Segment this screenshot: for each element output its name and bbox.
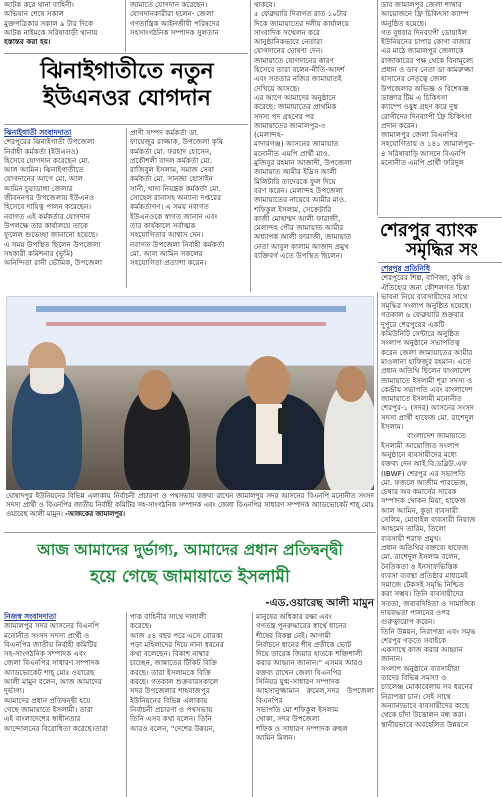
text-line: সমাজে টেকসই সমৃদ্ধি নিশ্চিত	[381, 580, 464, 590]
text-line: দিয়ে তারেক জিয়ার হাতকে শক্তিশালী	[256, 649, 363, 659]
text-line: সানী, খাদ্য নিয়ন্ত্রক কর্মকর্তা মো.	[130, 183, 221, 193]
text-line: করেছে।	[130, 621, 152, 631]
text-line: মো. আল আমিন সকলের	[130, 248, 203, 258]
text-line: ৪ সরিষাবাড়ি আসনে বিএনপি	[381, 148, 466, 158]
campaign-photo	[6, 296, 374, 490]
text-line: কর্মকর্তা মো. ফরহাদ হোসেন,	[130, 146, 212, 156]
text-line: দেখিয়ে আসছে।	[254, 83, 300, 93]
text-line: আজ ৫৪ বছর পরে এসে বোরকা	[130, 630, 223, 640]
text-line: প্রধান ও ডাব নেতা ডা কামরুজ্জা	[381, 65, 474, 75]
text-line: মিলিটারি তাদেরকে ফুল দিয়ে	[254, 176, 336, 186]
text-line: তিনি উন্নয়ন, নিরাপত্তা এবং সমৃদ্ধ	[381, 626, 476, 636]
text-line: প্রকৌশলী বাদল কর্মকর্তা মো.	[130, 155, 212, 165]
text-line: হাসানের নেতৃত্বে জেলা	[381, 74, 447, 84]
top-left-line: মুক্তপত্রিকার সকাল ৯ টার দিকে	[4, 18, 93, 28]
text-line: নির্বাহী কর্মকর্তা (ইউএনও)	[4, 146, 79, 156]
text-line: গণতন্ত্র পুনরুদ্ধারের স্বার্থে ধানের	[256, 621, 347, 631]
text-line: গেছে জামায়াতে ইসলামী। তারা	[4, 704, 93, 714]
text-line: সমৃদ্ধির সংলাপ অনুষ্ঠিত হয়েছে।	[381, 301, 472, 311]
text-line: তিনি এসব কথা বলেন। তিনি	[130, 714, 212, 724]
text-line: করেছে: জামায়াতের প্রাথমিক	[254, 102, 337, 112]
text-line: ক্যাম্পে ওষুধ গ্রহণ করে দুস্থ	[381, 102, 458, 112]
byline: শেরপুর প্রতিনিধি	[381, 264, 431, 273]
text-line: দুপুরে শেরপুরের একটি	[381, 319, 445, 329]
headline-sherpur-line2: সমৃদ্ধির সং	[406, 240, 478, 260]
text-line: এই বাংলাদেশের স্বাধীনতার	[4, 714, 81, 724]
text-line: শফিক ও সাধারণ সম্পাদক রুহুল	[256, 723, 348, 733]
text-line: বিএনপির জাতীয় নির্বাহী কমিটির	[4, 639, 98, 649]
column-divider	[252, 612, 253, 797]
text-line: পাক বাহিনীর সাথে দালালী	[130, 612, 207, 621]
text-line: কর্মকর্তাগণ। এ সময় নবাগত	[130, 202, 209, 212]
text-line: করেন জেলা জামায়াতের আমীর	[381, 347, 473, 357]
text-line: জামায়াত আমীর ইদ্রিস আলী	[254, 167, 337, 177]
text-line: আনুষ্ঠানিকভাবে নেতারা	[254, 37, 323, 47]
column-divider	[125, 0, 126, 52]
text-line: কাজী মোহাম্মদ আলী ফারাজী,	[254, 213, 341, 223]
text-line: জামায়াতের জামালপুর-৩	[254, 120, 326, 130]
text-line: গতকাল ৬ ফেব্রুয়ারি শুক্রবার	[381, 310, 464, 320]
text-line: ইসলাম।	[381, 422, 404, 432]
text-line: জেলা বিএনপির সাধারণ সম্পাদক	[4, 658, 100, 668]
text-line: বক্তব্য দেন আই.বি.ডব্লিউ.এফ	[381, 459, 467, 469]
text-line: নবাগত উপজেলা নির্বাহী কর্মকর্তা	[130, 239, 225, 249]
column-divider	[377, 292, 378, 797]
text-line: দায়বদ্ধতা পালনের ওপর	[381, 607, 450, 617]
text-line: আমিন মিলন।	[256, 732, 296, 742]
text-line: শেরপুরের শিল্প, বাণিজ্য, কৃষি ও	[381, 273, 471, 283]
story-new-uno-col1	[4, 128, 124, 288]
text-line: সেলিম, মোবাইল ব্যবসায়ী নিয়াজ	[381, 515, 476, 525]
text-line: নবাগত এই কর্মকর্তার যোগদান	[4, 211, 91, 221]
text-line: যোগদানের আগে মো. আল	[4, 174, 83, 184]
right-article-tail	[381, 0, 500, 215]
text-line: স্থানীয়ভাবে অবহেলিত উন্নয়নে	[381, 719, 469, 729]
text-line: অন্যান্যভাবে ব্যবসায়ীদের কাছে	[381, 700, 470, 710]
text-line: হিসেবে দায়িত্ব পালন করেছেন।	[4, 202, 92, 212]
text-line: ৫ ফেব্রুয়ারি দিবাগত রাত ১০টার	[254, 9, 348, 19]
text-line: শেরপুরের ঝিনাইগাতী উপজেলা	[4, 137, 95, 147]
text-line: ডাক্তার টিম এ চিকিৎসা	[381, 92, 448, 102]
text-line: বরণ করেন। মেলান্দহ উপজেলা	[254, 185, 344, 195]
person-speaker-head	[246, 356, 290, 408]
text-line: রাজিবুল ইসলাম, সমাজ সেবা	[130, 165, 214, 175]
top-mid-article-tail	[130, 0, 248, 52]
text-line: হিসেবে যোগদান করেছেন মো.	[4, 155, 90, 165]
text-line: প্রধান অতিথি ছিলেন বাংলাদেশ	[381, 366, 471, 376]
column-divider	[126, 612, 127, 797]
text-line: গুরুত্বারোপ করেন।	[381, 617, 435, 627]
text-line: আরও বলেন, "দেশের উন্নয়ন,	[130, 723, 215, 733]
text-line: চেম্বার অব কমার্সের সাবেক	[381, 487, 457, 497]
text-line: মাওলানা হাফিজুর রহমান। এতে	[381, 356, 472, 366]
top-left-line: আটক নাইমকে সরিষাবাড়ী থানায়	[4, 27, 98, 37]
headline-new-uno: ঝিনাইগাতীতে নতুন ইউএনওর যোগদান	[40, 59, 214, 111]
top-mid-line: যোগদানকারীরা হলেন- জেলা	[130, 9, 214, 19]
horizontal-divider	[378, 217, 502, 218]
column-divider	[126, 128, 127, 288]
text-line: সহ-সাংগঠনিক সম্পাদক এবং	[4, 649, 87, 659]
text-line: নির্বাচনে ধানের শীষ প্রতীকে ভোট	[256, 639, 352, 649]
text-line: আন্দোলনের বিরোধিতা করেছে।তারা	[4, 723, 108, 733]
text-line: সহকারী কমিশনার (ভূমি)	[4, 248, 73, 258]
horizontal-divider	[4, 532, 376, 533]
text-line: দিকে জামায়াতের দলীয় কার্যালয়ে	[254, 18, 349, 28]
text-line: ব্যবসা ব্যবস্থা প্রতিষ্ঠার মাধ্যমেই	[381, 570, 469, 580]
photo-caption	[6, 492, 374, 530]
banner-stripe	[46, 322, 326, 326]
text-line: পড়া মহিলাদের দিয়ে নানা ধরনের	[130, 639, 224, 649]
column-divider	[250, 0, 251, 292]
text-line: নির্বাচনী প্রচারণা ও পথসভায়	[130, 704, 213, 714]
story-sherpur	[381, 264, 500, 797]
text-line: সংলাপ অনুষ্ঠানে সভাপতিত্ব	[381, 338, 460, 348]
text-line: অনিন্দিতা রানী ভৌমিক, উপজেলা	[4, 258, 103, 268]
text-line: সদস্য পদ গ্রহণের পর	[254, 111, 315, 121]
byline: নিজস্ব সংবাদদাতা	[4, 612, 57, 621]
headline-sherpur-line1: শেরপুর ব্যাংক	[380, 220, 478, 241]
text-line: মেলান্দহ পৌর জামায়াত আমীর	[254, 223, 344, 233]
text-line: নিরাপত্তা চান। সেই সাথে	[381, 691, 451, 701]
text-line: সম্পাদক খোকন মিয়া, হাফেজ	[381, 496, 466, 506]
text-line: ঐতিহ্যের জন্য কৌশলগত চিন্তা	[381, 282, 470, 292]
top-mid-line: সহসাংগঠনিক সম্পাদক সুলতান	[130, 27, 219, 37]
text-line: ইউএনওকে স্বাগত জানান এবং	[130, 211, 218, 221]
top-left-line: আটক করে থানা বাহিনী।	[4, 0, 74, 9]
text-line: একসাথে কাজ করার আহ্বান	[381, 645, 463, 655]
text-line: থেকে চাঁদা উত্তোলন বন্ধ করা।	[381, 710, 467, 720]
horizontal-divider	[378, 262, 502, 263]
story-mamun-col1	[4, 612, 124, 797]
text-line: আল আমিন, কুড়া ব্যবসায়ী	[381, 505, 459, 515]
text-line: কেন্দ্রীয় সভাপতি এবং বাংলাদেশ	[381, 384, 473, 394]
text-line: সদর উপজেলার শাহবাজপুর	[130, 686, 210, 696]
text-line: মুজিবুর রহমান আজাদী, উপজেলা	[254, 158, 352, 168]
text-line: উপলক্ষে তার কার্যালয়ে তাকে	[4, 220, 89, 230]
text-line: নৈতিকতা ও ইনসাফভিত্তিক	[381, 561, 458, 571]
text-line: জামালপুর জেলা বিএনপির	[381, 130, 458, 140]
text-line: করার আহ্বান জানান।" এসময় আরও	[256, 658, 363, 668]
text-line: সততা, জবাবদিহিতা ও সামাজিক	[381, 598, 476, 608]
banner-stripe	[36, 306, 346, 312]
text-line: আল আমিন। ঝিনাইগাতীতে	[4, 165, 84, 175]
text-line: মনোনীত এমপি প্রার্থী মাও.	[254, 148, 331, 158]
text-line: মনোনীত সংসদ সদস্য প্রার্থী ও	[4, 630, 90, 640]
text-line: দুর্ভাগ্য।	[4, 686, 25, 696]
text-line: এর আগে আমাদের অনুষ্ঠানে	[254, 92, 336, 102]
center-article-tail	[254, 0, 374, 292]
text-line: যোগদানের ঘোষণা দেন।	[254, 46, 323, 56]
top-left-line: হস্তান্তর করা হয়।	[4, 37, 51, 47]
text-line: শেরপুর গড়তে সবাইকে	[381, 635, 447, 645]
text-line: এবং সততার নজির জামায়াতই	[254, 74, 342, 84]
text-line: আমাদের প্রধান প্রতিদ্বন্দ্বী হয়ে	[4, 695, 91, 705]
story-mamun-col3	[256, 612, 374, 797]
text-line: আয়োজনে ফ্রি চিকিৎসা ক্যাম্প	[381, 9, 469, 19]
text-line: এ সময় উপস্থিত ছিলেন উপজেলা	[4, 239, 101, 249]
text-line: আহমেদ তারিম, তিলো	[381, 524, 446, 534]
text-line: (IBWF) শেরপুর এর সভাপতি	[381, 468, 466, 478]
text-line: সংলাপ অনুষ্ঠানে ব্যবসায়ীরা	[381, 663, 460, 673]
text-line: ফুলেল শুভেচ্ছা জানানো হয়েছে।	[4, 230, 98, 240]
headline-sherpur-box	[380, 220, 502, 260]
text-line: করা সম্ভব। তিনি ব্যবসায়ীদের	[381, 589, 464, 599]
text-line: চ্যালেঞ্জ মোকাবেলায় সব ধরনের	[381, 682, 473, 692]
text-line: মাদারগঞ্জ) আসনের জামায়াত	[254, 139, 339, 149]
text-line: গত বুধবার দিনব্যাপী ডোয়াইল	[381, 27, 467, 37]
text-line: অনুষ্ঠিত হয়েছে।	[381, 18, 427, 28]
text-line: বক্তব্য রাখেন জেলা বিএনপির	[256, 667, 342, 677]
text-line: অনুষ্ঠানে ব্যবসায়ীদের মধ্যে	[381, 449, 457, 459]
text-line: কর্মকর্তা মো. সানজা হোসাইন	[130, 174, 213, 184]
photo-caption-text: ঘোষাদপুর ইউনিয়নের বিভিন্ন এলাকায় নির্বাচনী প্রচারণা ও পথসভায় বক্তব্য রাখেন জামালপুর সদর আসনের বিএনপি মনোনীত সংসদ সদস্য প্রার্থী ও বিএনপির জাতীয় নির্বাহী কমিটির সহ-সাংগঠনিক সম্পাদক এবং জেলা বিএনপির সাধারণ সম্পাদক অ্যাডভোকেট শাহ্ মোঃ ওয়ারেছ আলী মামুন।	[6, 492, 374, 518]
text-line: ফায়েজুর রাজ্জাক, উপজেলা কৃষি	[130, 137, 223, 147]
text-line: তাদের বিভিন্ন সমস্যা ও	[381, 673, 447, 683]
horizontal-divider	[4, 124, 248, 125]
text-line: প্রদান করেন।	[381, 120, 418, 130]
text-line: (মেলান্দহ-	[254, 130, 284, 140]
text-line: সহযোগিতা প্রত্যাশা করেন।	[130, 258, 207, 268]
text-line: জামায়াতে যোগদানের কারণ	[254, 55, 335, 65]
microphone-icon	[278, 408, 286, 434]
text-line: সভাপতি মো শফিকুল ইসলাম	[256, 704, 339, 714]
text-line: সাংবাদিক সম্মেলন করে	[254, 27, 320, 37]
text-line: সোহেল রানাসহ অন্যান্য দপ্তরের	[130, 193, 222, 203]
text-line: কথা বলেছেন। বিকাশ নাম্বার	[130, 649, 210, 659]
text-line: সদস্য প্রার্থী হাফেজ মো. রাশেদুল	[381, 412, 474, 422]
text-line: ইউনিয়নের বিভিন্ন এলাকায়	[130, 695, 208, 705]
text-line: এর মাঠে জামালপুর জেলাকে	[381, 46, 464, 56]
top-mid-line: গণতান্ত্রিক আইনজীবী পরিষদের	[130, 18, 220, 28]
text-line: জামায়াতের নায়েবে আমীর মাও.	[254, 195, 347, 205]
person-right-head	[336, 366, 366, 402]
headline-mamun-line2: হয়ে গেছে জামায়াতে ইসলামী	[90, 567, 290, 587]
text-line: ইউনিয়নের চাপার কোণা বাজার	[381, 37, 471, 47]
text-line: জামালপুর সদর আসনের বিএনপি	[4, 621, 100, 631]
text-line: ইসলামী আয়োজিত সংলাপ	[381, 440, 460, 450]
story-new-uno-col2	[130, 128, 248, 288]
text-line: খোকা, সদর উপজেলা	[256, 714, 320, 724]
story-mamun-col2	[130, 612, 250, 797]
text-line: জীবননগর উপজেলায় ইউএনও	[4, 193, 95, 203]
text-line: আলী মামুন বলেন, আজ আমাদের	[4, 677, 102, 687]
text-line: মানুষের অধিকার রক্ষা এবং	[256, 612, 332, 621]
text-line: আহসানুজ্জামান রুমেল,সদর উপজেলা বিএনপির	[256, 686, 374, 705]
text-line: অ্যাডভোকেট শাহ্ মোঃ ওয়ারেছ	[4, 667, 95, 677]
text-line: রোগীদের দিনব্যাপী ফ্রি চিকিৎসা	[381, 111, 472, 121]
headline-attribution: -এড.ওয়ারেছ আলী মামুন	[265, 597, 374, 609]
text-line: রাজাকারের পক্ষ থেকে বিনামূল্যে	[381, 55, 474, 65]
text-line: ব্যবসায়ী শরাফ প্রমুখ।	[381, 533, 441, 543]
text-line: সহযোগিতার আশ্বাস দেন।	[130, 230, 204, 240]
text-line: আমিন চুয়াডাঙ্গা জেলার	[4, 183, 73, 193]
text-line: শেরপুর-১ (সদর) আসনের সংসদ	[381, 403, 474, 413]
text-line: প্রাণী সম্পদ কর্মকর্তা ডা.	[130, 128, 199, 137]
text-line: উপজেলার অভিজ্ঞ ও বিশেষজ্ঞ	[381, 83, 469, 93]
horizontal-divider	[4, 53, 248, 54]
text-line: শীষের বিকল্প নেই। আগামী	[256, 630, 331, 640]
text-line: মনোনীত এমপি প্রার্থী ফরিদুল	[381, 158, 464, 168]
text-line: হিসেবে তারা বলেন-নীতি-আদর্শ	[254, 65, 345, 75]
text-line: থাকবে।	[254, 0, 276, 9]
text-line: ডাব জামালপুর জেলা শাখার	[381, 0, 462, 9]
photo-credit: -আজকের জামালপুর।	[65, 509, 126, 518]
top-left-article-tail	[4, 0, 122, 52]
text-line: নেতা আবুল কালাম আজাদ প্রমুখ	[254, 241, 349, 251]
text-line: প্রধান অতিথির বক্তব্যে হাফেজ	[381, 542, 469, 552]
text-line: বাংলাদেশ জামায়াতে	[407, 431, 467, 441]
text-line: তার কার্যকালে সর্বাত্মক	[130, 220, 196, 230]
text-line: মো. রাশেদুল ইসলাম বলেন,	[381, 552, 461, 562]
byline: ঝিনাইগাতী সংবাদদাতা	[4, 128, 72, 137]
text-line: কমিউনিটি সেন্টারে অনুষ্ঠিত	[381, 329, 460, 339]
top-mid-line: জামাতে যোগদান করেছেন।	[130, 0, 208, 9]
text-line: করছে। গতকাল শুক্রবারসকালে	[130, 677, 219, 687]
text-line: সহযোগিতায় ও ১৪১ জামালপুর-	[381, 139, 475, 149]
text-line: শফিকুল ইসলাম, সেক্রেটারি	[254, 204, 332, 214]
text-line: সিনিয়র যুগ্ম-সাধারণ সম্পাদক	[256, 677, 340, 687]
text-line: চাচ্ছেন, জান্নাতের টিকিট বিক্রি	[130, 658, 218, 668]
text-line: করছে। তারা ইসলামকে বিক্রি	[130, 667, 212, 677]
person-center-head	[138, 370, 172, 410]
text-line: জানান।	[381, 654, 403, 664]
top-left-line: অভিযান শেষে সকাল	[4, 9, 64, 19]
text-line: জামায়াতে ইসলামী মনোনীত	[381, 394, 462, 404]
headline-mamun-line1: আজ আমাদের দুর্ভাগ্য, আমাদের প্রধান প্রতিদ্বন্দ্বী	[37, 541, 343, 559]
text-line: ভাবনা নিয়ে ব্যবসায়ীদের সাথে	[381, 291, 468, 301]
text-line: মো. ফজলে আজীম পারভেজ,	[381, 477, 468, 487]
text-line: ব্যক্তিবর্গ এতে উপস্থিত ছিলেন।	[254, 251, 343, 261]
text-line: অধ্যাপক আলী ফারাজী, জামায়াত	[254, 232, 352, 242]
person-left-beard	[30, 368, 64, 394]
column-divider	[377, 0, 378, 215]
text-line: জামায়াতে ইসলামী শূরা সদস্য ও	[381, 375, 473, 385]
